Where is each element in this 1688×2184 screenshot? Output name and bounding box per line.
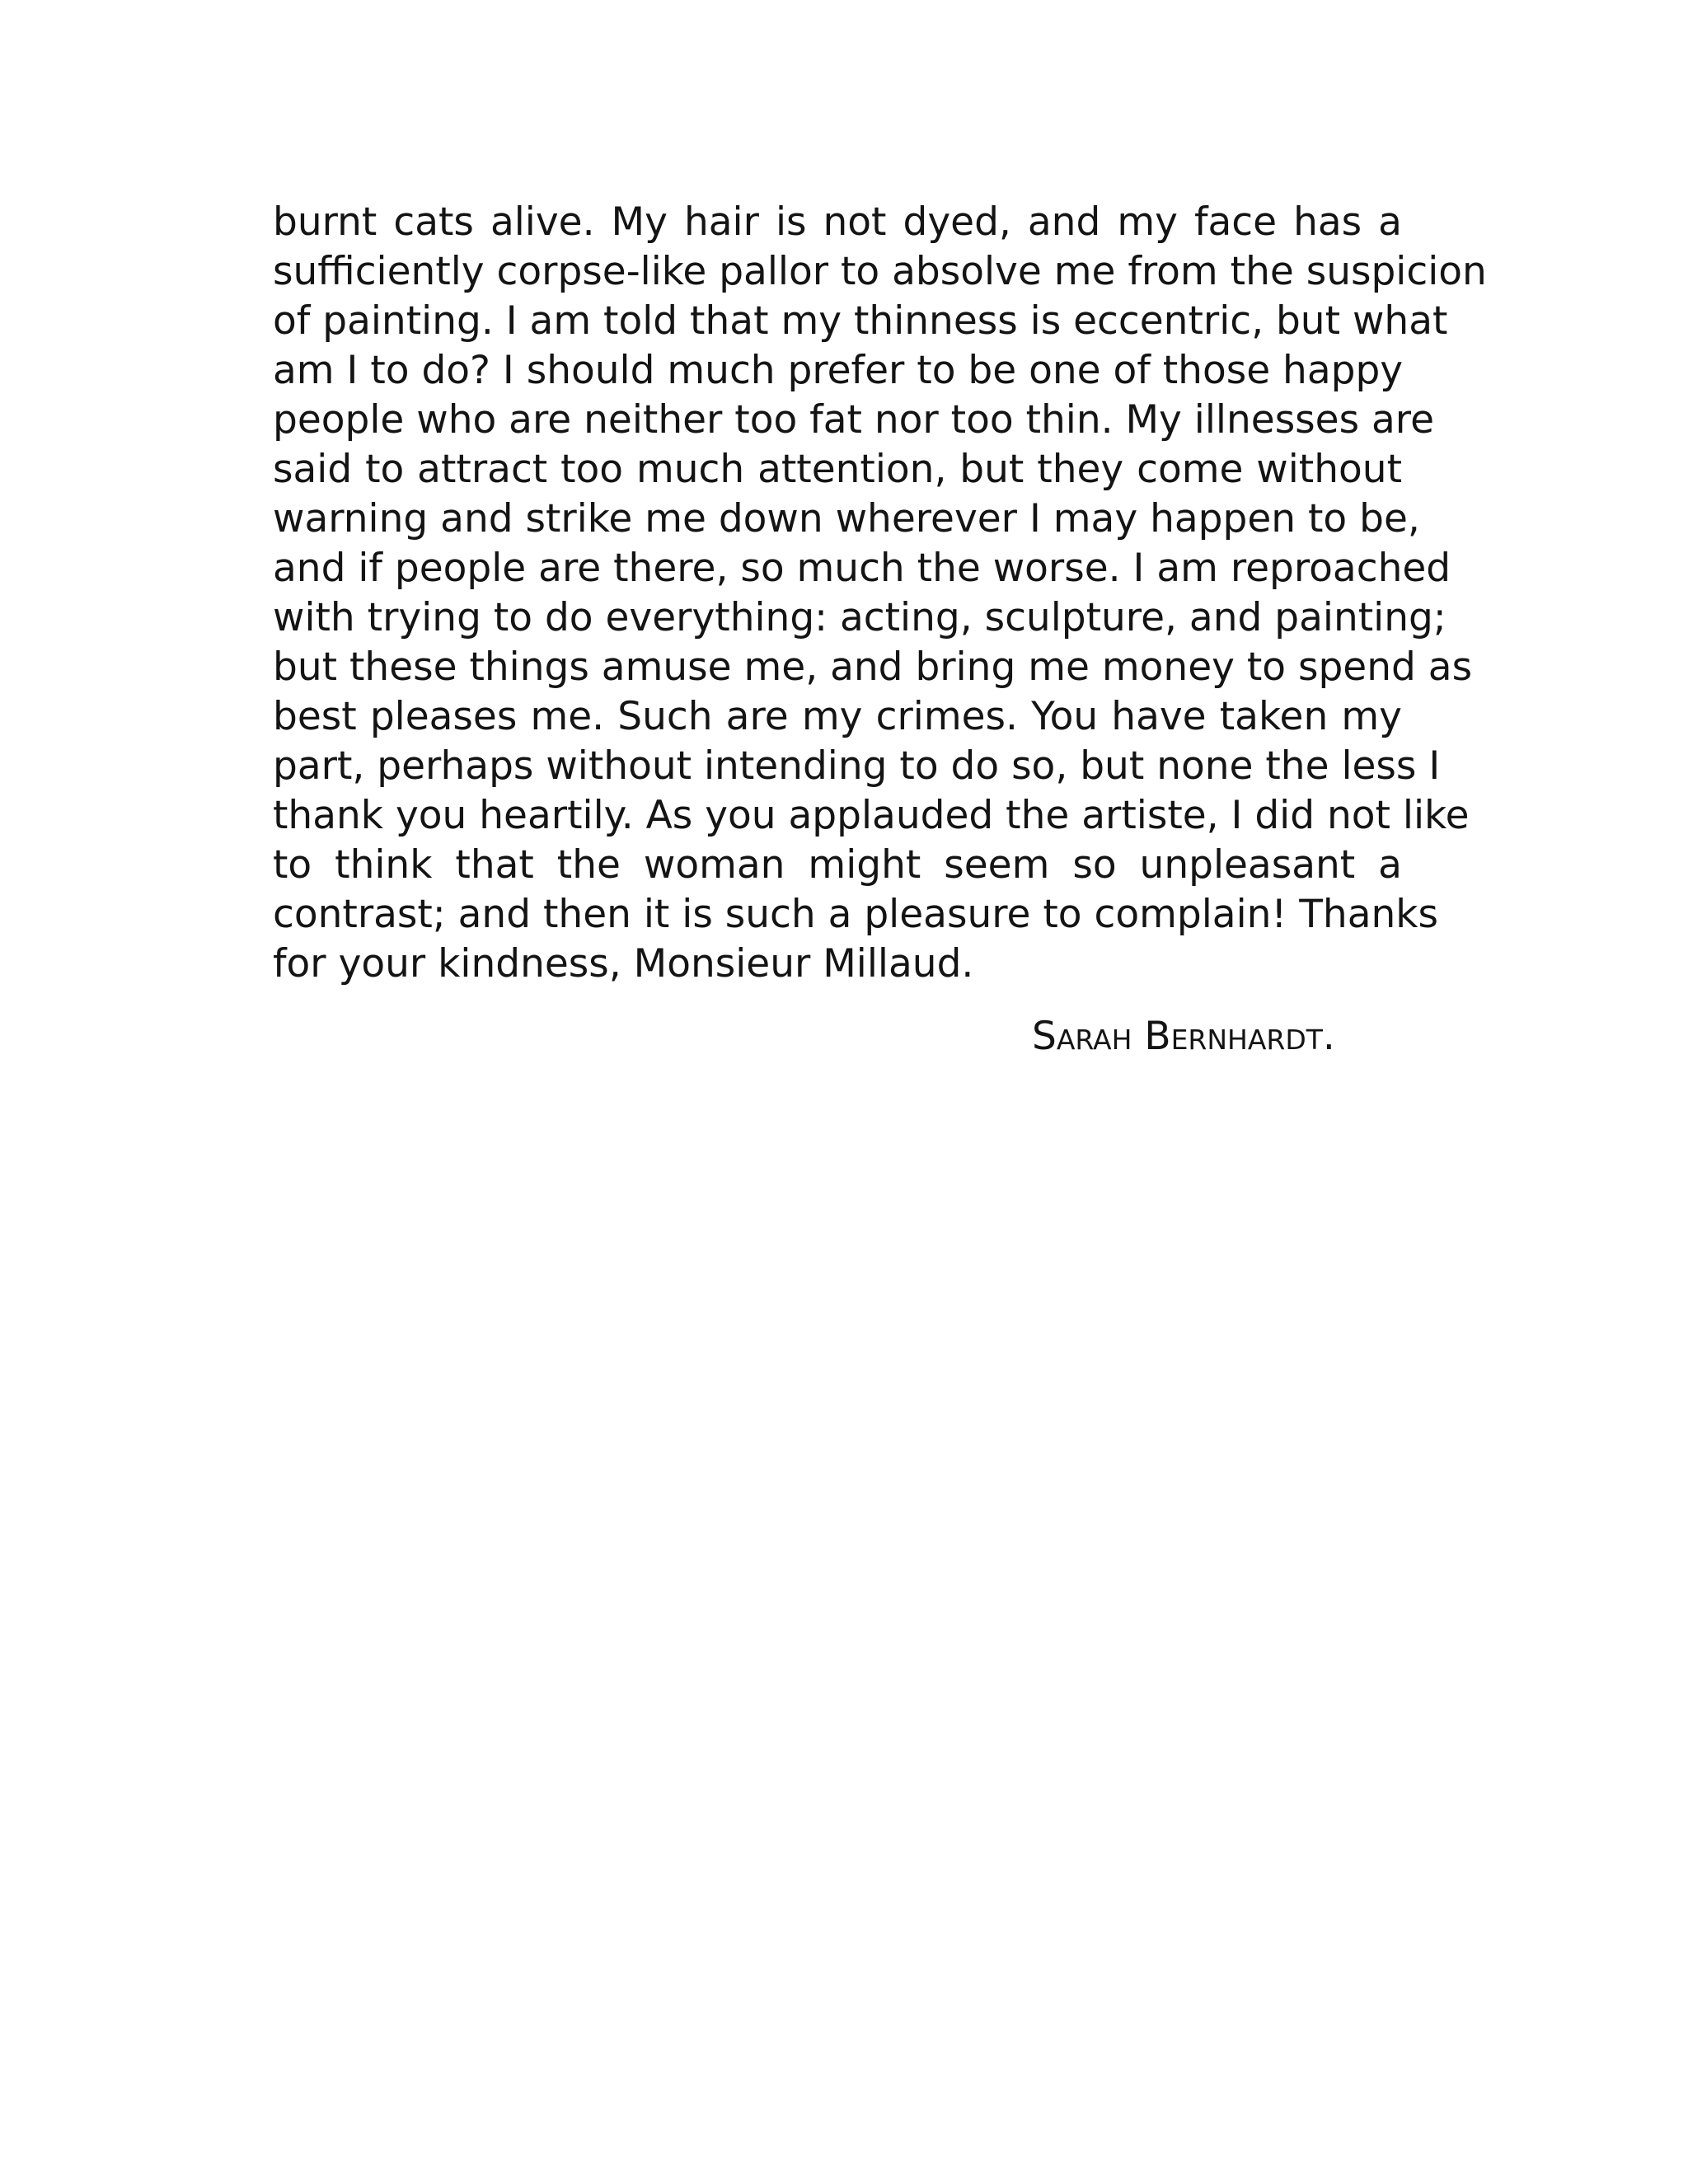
body-line: warning and strike me down wherever I may happen to be,: [273, 496, 1420, 541]
body-line: thank you heartily. As you applauded the artiste, I did not like: [273, 793, 1470, 838]
body-line: contrast; and then it is such a pleasure to complain! Thanks: [273, 892, 1438, 937]
body-line: but these things amuse me, and bring me money to spend as: [273, 644, 1473, 690]
body-line: to think that the woman might seem so unpleasant a: [273, 842, 1402, 888]
body-line: and if people are there, so much the worse. I am reproached: [273, 546, 1451, 591]
body-line: people who are neither too fat nor too thin. My illnesses are: [273, 397, 1435, 443]
body-line: best pleases me. Such are my crimes. You have taken my: [273, 694, 1402, 739]
body-line: with trying to do everything: acting, sculpture, and painting;: [273, 595, 1447, 640]
body-line: for your kindness, Monsieur Millaud.: [273, 941, 974, 987]
letter-body: [273, 198, 1487, 989]
body-line: sufficiently corpse-like pallor to absolve me from the suspicion: [273, 249, 1487, 294]
body-line: said to attract too much attention, but they come without: [273, 447, 1402, 492]
body-line: of painting. I am told that my thinness is eccentric, but what: [273, 298, 1448, 344]
signature: Sarah Bernhardt.: [1032, 1014, 1335, 1059]
body-line: part, perhaps without intending to do so, but none the less I: [273, 743, 1441, 789]
body-line: am I to do? I should much prefer to be one of those happy: [273, 348, 1404, 393]
body-line: burnt cats alive. My hair is not dyed, and my face has a: [273, 199, 1402, 245]
